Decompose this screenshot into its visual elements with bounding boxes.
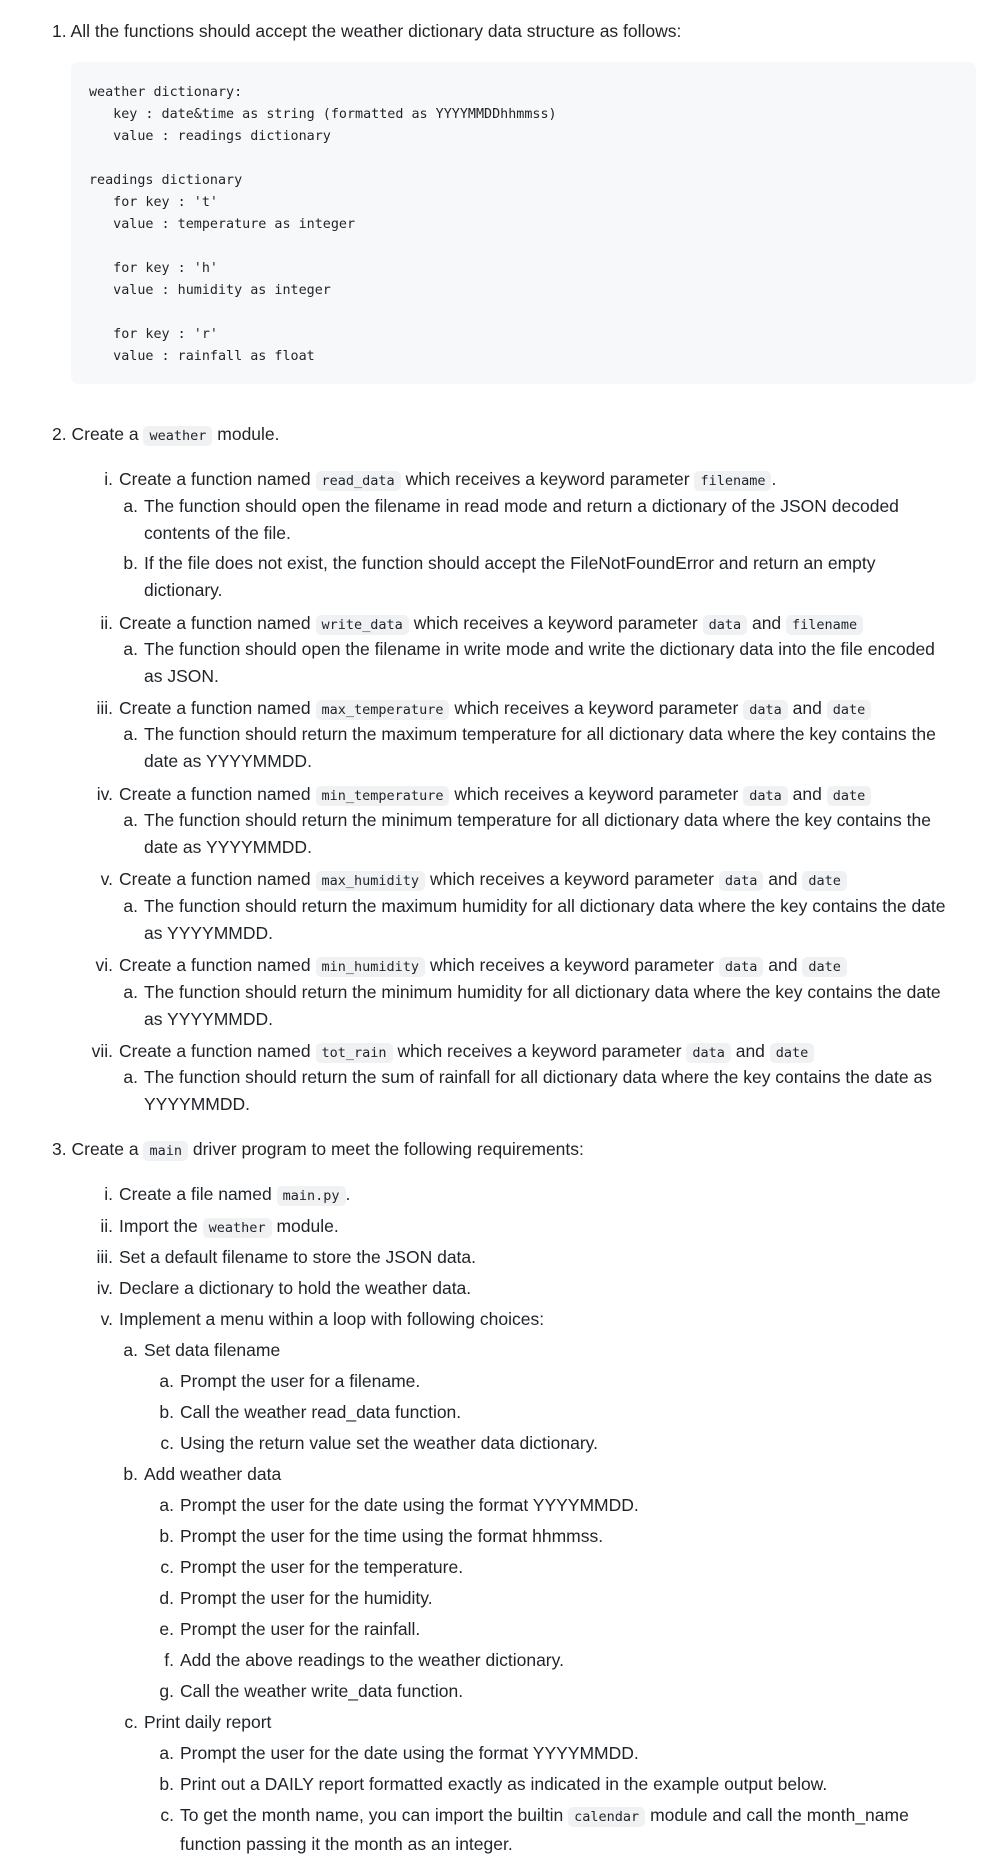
menu-b-step [142, 1523, 603, 1550]
item-text: which receives a keyword parameter [397, 1041, 682, 1061]
code-line: value : readings dictionary [89, 129, 331, 144]
item-text: as YYYYMMDD. [144, 923, 274, 943]
item-marker: vii. [91, 1041, 113, 1061]
item-2-vii-a [106, 1064, 932, 1118]
menu-a-step [142, 1399, 461, 1426]
item-text: Call the weather read_data function. [180, 1402, 462, 1422]
item-text: Prompt the user for the date using the format YYYYMMDD. [180, 1495, 639, 1515]
inline-code: data [719, 957, 764, 977]
item-text: and [792, 784, 822, 804]
menu-a-step [142, 1430, 598, 1457]
item-2-iii [55, 695, 871, 724]
item-text: The function should open the filename in read mode and return a dictionary of the JSON decoded [144, 496, 899, 516]
menu-b-step [142, 1647, 564, 1674]
item-text: as JSON. [144, 666, 219, 686]
item-text: The function should return the maximum temperature for all dictionary data where the key contains the [144, 724, 936, 744]
item-marker: b. [123, 1464, 138, 1484]
item-marker: b. [123, 553, 138, 573]
item-marker: a. [123, 1340, 138, 1360]
item-text: and [792, 698, 822, 718]
item-marker: a. [159, 1371, 174, 1391]
item-text: All the functions should accept the weather dictionary data structure as follows: [70, 21, 682, 41]
item-text: Create a [71, 424, 139, 444]
item-text: . [345, 1184, 351, 1204]
item-marker: 3. [52, 1139, 67, 1159]
code-block [71, 62, 976, 384]
menu-c-step [142, 1771, 827, 1798]
inline-code: min_humidity [316, 957, 426, 977]
item-text: Create a [71, 1139, 139, 1159]
inline-code: weather [203, 1218, 272, 1238]
item-text: date as YYYYMMDD. [144, 751, 312, 771]
item-text: which receives a keyword parameter [454, 784, 739, 804]
item-text: The function should return the maximum humidity for all dictionary data where the key contains the date [144, 896, 946, 916]
item-marker: vi. [95, 955, 113, 975]
inline-code: calendar [568, 1807, 645, 1827]
item-marker: a. [123, 724, 138, 744]
code-line: value : humidity as integer [89, 283, 331, 298]
item-text: Set data filename [144, 1340, 281, 1360]
item-text: To get the month name, you can import the builtin [180, 1805, 564, 1825]
item-marker: i. [104, 469, 113, 489]
item-marker: b. [159, 1526, 174, 1546]
menu-b-step [142, 1585, 433, 1612]
item-text: Using the return value set the weather data dictionary. [180, 1433, 598, 1453]
item-text: as YYYYMMDD. [144, 1009, 274, 1029]
item-text: module. [276, 1216, 339, 1236]
code-line: for key : 't' [89, 195, 218, 210]
item-1 [52, 18, 681, 45]
item-marker: iii. [96, 698, 113, 718]
code-line: for key : 'r' [89, 327, 218, 342]
inline-code: min_temperature [316, 786, 450, 806]
menu-c [106, 1709, 271, 1736]
item-marker: ii. [100, 613, 113, 633]
item-text: which receives a keyword parameter [454, 698, 739, 718]
item-text: Implement a menu within a loop with following choices: [119, 1309, 545, 1329]
menu-b [106, 1461, 281, 1488]
item-text: driver program to meet the following requirements: [192, 1139, 584, 1159]
item-text: Prompt the user for the rainfall. [180, 1619, 421, 1639]
item-text: Add weather data [144, 1464, 282, 1484]
item-marker: a. [123, 810, 138, 830]
item-text: Create a file named [119, 1184, 272, 1204]
inline-code: max_humidity [316, 871, 426, 891]
item-text: dictionary. [144, 580, 223, 600]
item-text: which receives a keyword parameter [405, 469, 690, 489]
item-marker: v. [100, 869, 113, 889]
inline-code: date [802, 871, 847, 891]
code-line: value : rainfall as float [89, 349, 315, 364]
item-text: Prompt the user for a filename. [180, 1371, 421, 1391]
item-text: Prompt the user for the time using the format hhmmss. [180, 1526, 604, 1546]
inline-code: filename [786, 615, 863, 635]
item-2-i-b [106, 550, 876, 604]
item-marker: a. [159, 1495, 174, 1515]
item-3-ii [55, 1213, 339, 1242]
item-3-iv [55, 1275, 471, 1302]
item-marker: iv. [96, 784, 113, 804]
menu-a-step [142, 1368, 420, 1395]
item-text: Set a default filename to store the JSON data. [119, 1247, 477, 1267]
item-text: and [751, 613, 782, 633]
item-marker: c. [160, 1557, 174, 1577]
item-marker: a. [123, 1067, 138, 1087]
item-text: Declare a dictionary to hold the weather data. [119, 1278, 472, 1298]
item-text: which receives a keyword parameter [429, 869, 714, 889]
item-text: contents of the file. [144, 523, 291, 543]
item-text: which receives a keyword parameter [429, 955, 714, 975]
item-text: Create a function named [119, 469, 311, 489]
item-marker: f. [164, 1650, 174, 1670]
item-2-iv-a [106, 807, 931, 861]
menu-c-step [142, 1740, 639, 1767]
item-text: Print daily report [144, 1712, 272, 1732]
menu-b-step [142, 1554, 463, 1581]
menu-b-step [142, 1492, 639, 1519]
inline-code: data [686, 1043, 731, 1063]
item-text: function passing it the month as an integer. [180, 1834, 513, 1854]
inline-code: date [827, 786, 872, 806]
inline-code: date [802, 957, 847, 977]
item-marker: c. [160, 1433, 174, 1453]
menu-a [106, 1337, 280, 1364]
item-text: If the file does not exist, the function should accept the FileNotFoundError and return an empty [144, 553, 876, 573]
item-2-i [55, 466, 776, 495]
item-text: Create a function named [119, 613, 311, 633]
item-text: Create a function named [119, 1041, 311, 1061]
item-marker: a. [123, 982, 138, 1002]
inline-code: date [827, 700, 872, 720]
menu-b-step [142, 1678, 463, 1705]
item-text: and [768, 869, 798, 889]
item-2-vi-a [106, 979, 941, 1033]
inline-code: data [743, 786, 788, 806]
inline-code: data [719, 871, 764, 891]
code-line: weather dictionary: [89, 85, 243, 100]
menu-c-step [142, 1802, 909, 1858]
item-text: The function should open the filename in write mode and write the dictionary data into the file encoded [144, 639, 935, 659]
item-text: Add the above readings to the weather dictionary. [180, 1650, 564, 1670]
item-2-vii [55, 1038, 814, 1067]
item-text: and [768, 955, 798, 975]
item-2-iii-a [106, 721, 936, 775]
item-text: Call the weather write_data function. [180, 1681, 464, 1701]
code-line: readings dictionary [89, 173, 243, 188]
item-marker: c. [160, 1805, 174, 1825]
code-line: for key : 'h' [89, 261, 218, 276]
item-2-v-a [106, 893, 946, 947]
code-line: value : temperature as integer [89, 217, 356, 232]
item-text: The function should return the sum of rainfall for all dictionary data where the key contains the date as [144, 1067, 932, 1087]
inline-code: data [743, 700, 788, 720]
item-text: date as YYYYMMDD. [144, 837, 312, 857]
item-2 [52, 421, 280, 450]
code-line: key : date&time as string (formatted as YYYYMMDDhhmmss) [89, 107, 557, 122]
item-text: Create a function named [119, 955, 311, 975]
item-marker: i. [104, 1184, 113, 1204]
item-2-ii [55, 610, 863, 639]
item-marker: b. [159, 1774, 174, 1794]
item-text: Create a function named [119, 698, 311, 718]
item-3 [52, 1136, 584, 1165]
item-2-vi [55, 952, 847, 981]
inline-code: filename [694, 471, 771, 491]
item-text: Prompt the user for the temperature. [180, 1557, 464, 1577]
item-text: Create a function named [119, 784, 311, 804]
inline-code: data [703, 615, 748, 635]
item-text: Create a function named [119, 869, 311, 889]
item-marker: e. [159, 1619, 174, 1639]
inline-code: main [143, 1141, 188, 1161]
item-marker: iv. [96, 1278, 113, 1298]
item-text: YYYYMMDD. [144, 1094, 250, 1114]
item-text: which receives a keyword parameter [413, 613, 698, 633]
item-marker: iii. [96, 1247, 113, 1267]
item-text: . [771, 469, 777, 489]
inline-code: read_data [316, 471, 401, 491]
item-marker: 1. [52, 21, 67, 41]
item-marker: g. [159, 1681, 174, 1701]
item-marker: d. [159, 1588, 174, 1608]
item-text: module. [217, 424, 280, 444]
inline-code: weather [143, 426, 212, 446]
inline-code: write_data [316, 615, 409, 635]
item-text: Prompt the user for the humidity. [180, 1588, 433, 1608]
item-2-v [55, 866, 847, 895]
item-2-i-a [106, 493, 899, 547]
item-3-v [55, 1306, 544, 1333]
item-marker: b. [159, 1402, 174, 1422]
item-2-ii-a [106, 636, 935, 690]
item-marker: ii. [100, 1216, 113, 1236]
item-marker: a. [123, 496, 138, 516]
item-text: Import the [119, 1216, 198, 1236]
item-marker: a. [123, 896, 138, 916]
inline-code: date [770, 1043, 815, 1063]
item-marker: 2. [52, 424, 67, 444]
item-3-i [55, 1181, 350, 1210]
item-text: and [735, 1041, 765, 1061]
item-text: module and call the month_name [650, 1805, 909, 1825]
item-3-iii [55, 1244, 476, 1271]
item-marker: a. [159, 1743, 174, 1763]
item-text: Prompt the user for the date using the format YYYYMMDD. [180, 1743, 639, 1763]
item-text: The function should return the minimum humidity for all dictionary data where the key contains the date [144, 982, 941, 1002]
inline-code: max_temperature [316, 700, 450, 720]
item-2-iv [55, 781, 871, 810]
item-text: The function should return the minimum temperature for all dictionary data where the key contains the [144, 810, 931, 830]
inline-code: tot_rain [316, 1043, 393, 1063]
item-marker: c. [124, 1712, 138, 1732]
menu-b-step [142, 1616, 420, 1643]
item-marker: a. [123, 639, 138, 659]
item-text: Print out a DAILY report formatted exactly as indicated in the example output below. [180, 1774, 828, 1794]
item-marker: v. [100, 1309, 113, 1329]
inline-code: main.py [277, 1186, 346, 1206]
